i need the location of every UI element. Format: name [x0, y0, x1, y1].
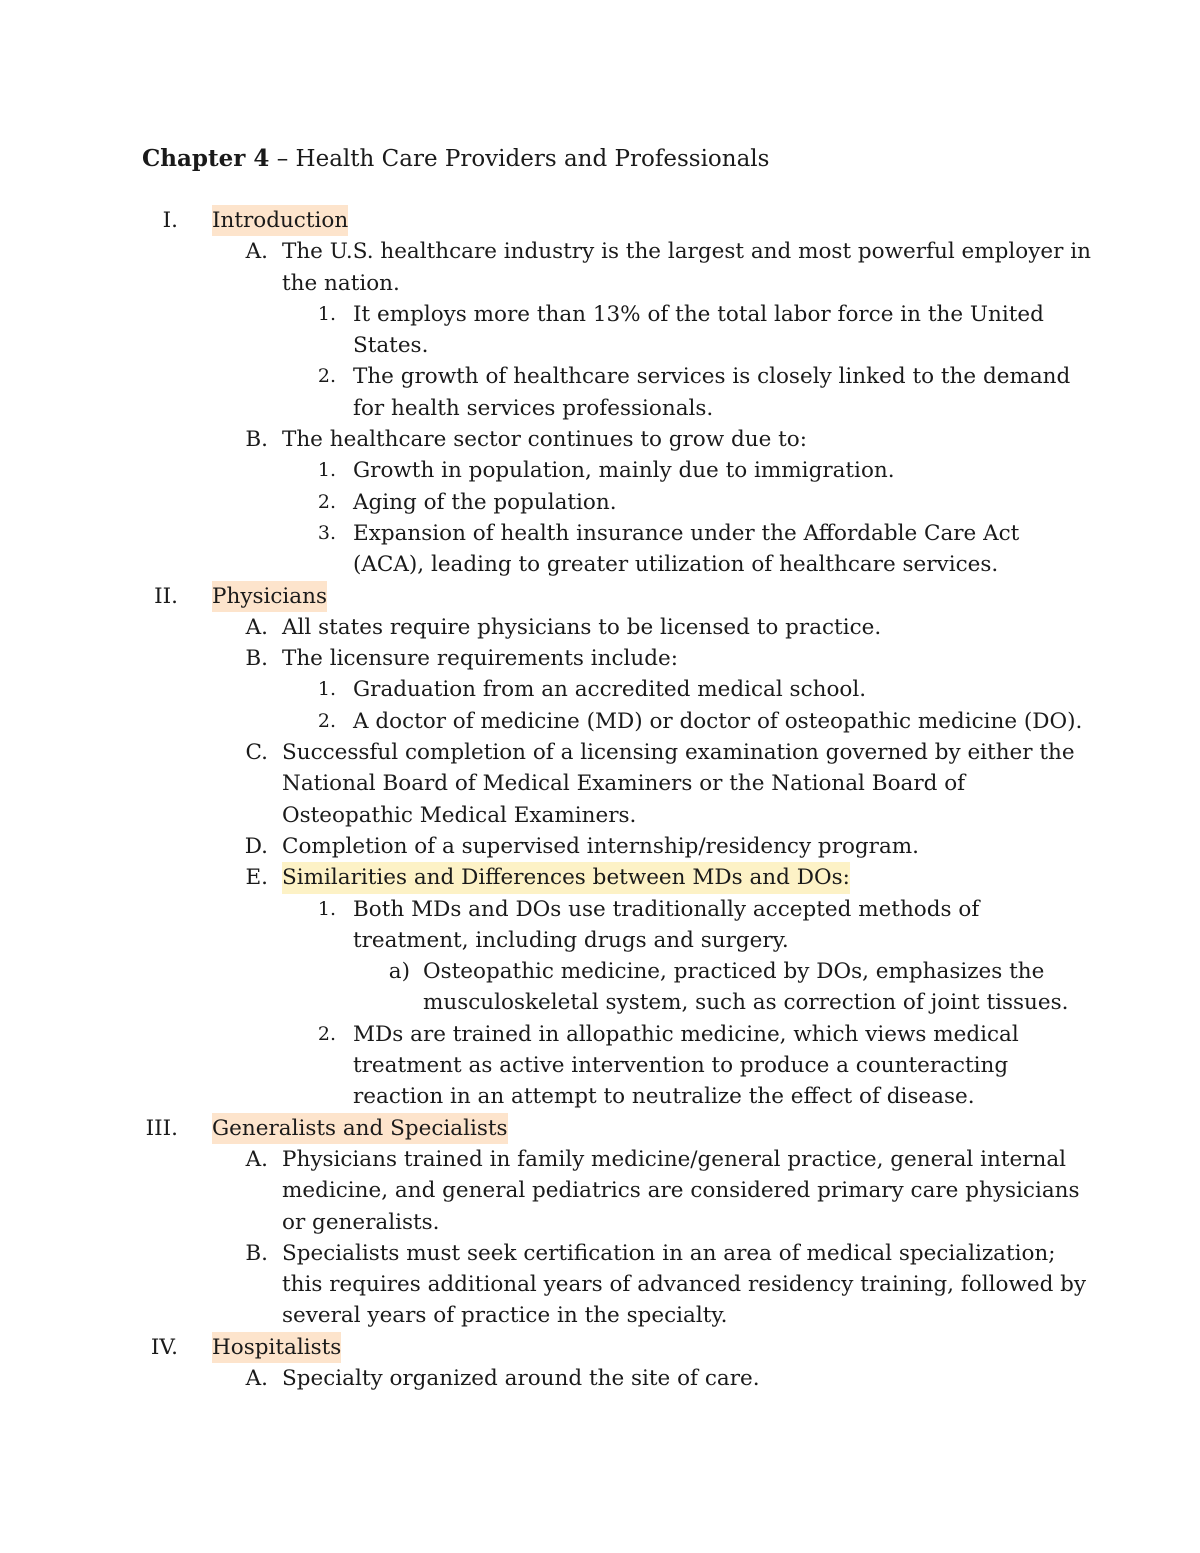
outline-line	[0, 455, 1200, 486]
outline-line	[0, 894, 1200, 925]
outline-marker: A.	[245, 1146, 268, 1172]
outline-marker: B.	[245, 646, 268, 672]
outline-marker: 1.	[317, 302, 336, 325]
outline-line	[0, 1144, 1200, 1175]
outline-marker: a)	[388, 959, 410, 985]
outline-marker: IV.	[150, 1334, 178, 1360]
outline-line	[0, 1300, 1200, 1331]
outline-line	[0, 831, 1200, 862]
outline-line	[0, 205, 1200, 236]
outline-marker: III.	[145, 1115, 178, 1141]
outline-marker: A.	[245, 1365, 268, 1391]
outline-line	[0, 330, 1200, 361]
outline-text: Graduation from an accredited medical school.	[353, 677, 867, 703]
outline-text: Growth in population, mainly due to immigration.	[353, 458, 895, 484]
outline-line	[0, 1113, 1200, 1144]
outline-line	[0, 1207, 1200, 1238]
outline-marker: I.	[162, 208, 178, 233]
outline-marker: B.	[245, 1240, 268, 1266]
outline-line	[0, 862, 1200, 893]
outline-text: Successful completion of a licensing examination governed by either the	[282, 740, 1075, 766]
outline-line	[0, 925, 1200, 956]
chapter-title	[142, 143, 769, 175]
outline-text: Similarities and Differences between MDs and DOs:	[282, 862, 850, 893]
outline-text: MDs are trained in allopathic medicine, which views medical	[353, 1021, 1019, 1047]
section-heading: Generalists and Specialists	[212, 1113, 508, 1144]
outline-line	[0, 236, 1200, 267]
outline-marker: C.	[245, 740, 268, 766]
outline-line	[0, 1175, 1200, 1206]
outline-line	[0, 1363, 1200, 1394]
outline-marker: 2.	[317, 365, 336, 388]
outline-text: or generalists.	[282, 1209, 440, 1235]
outline-text: musculoskeletal system, such as correction of joint tissues.	[423, 990, 1069, 1016]
outline-marker: 1.	[317, 459, 336, 482]
outline-text: All states require physicians to be licensed to practice.	[282, 614, 882, 640]
outline-line	[0, 518, 1200, 549]
outline-text: Both MDs and DOs use traditionally accepted methods of	[353, 896, 980, 922]
outline-text: Osteopathic medicine, practiced by DOs, emphasizes the	[423, 959, 1045, 985]
outline-text: States.	[353, 333, 429, 359]
outline-marker: B.	[245, 427, 268, 453]
outline-line	[0, 987, 1200, 1018]
outline-line	[0, 956, 1200, 987]
outline-text: treatment, including drugs and surgery.	[353, 927, 789, 953]
outline-marker: 2.	[317, 1022, 336, 1045]
outline-line	[0, 268, 1200, 299]
outline-line	[0, 674, 1200, 705]
outline-marker: D.	[244, 833, 268, 859]
chapter-subtitle: – Health Care Providers and Professionals	[269, 146, 770, 172]
outline-text: Physicians trained in family medicine/general practice, general internal	[282, 1146, 1067, 1172]
outline-line	[0, 1081, 1200, 1112]
section-heading: Hospitalists	[212, 1332, 341, 1363]
outline-line	[0, 424, 1200, 455]
chapter-number: Chapter 4	[142, 145, 270, 172]
outline-marker: A.	[245, 614, 268, 640]
outline-text: Specialty organized around the site of care.	[282, 1365, 760, 1391]
outline-text: reaction in an attempt to neutralize the effect of disease.	[353, 1084, 975, 1110]
outline-text: Osteopathic Medical Examiners.	[282, 802, 637, 828]
outline-text: The healthcare sector continues to grow due to:	[282, 427, 807, 453]
outline-line	[0, 393, 1200, 424]
outline-text: treatment as active intervention to produce a counteracting	[353, 1053, 1009, 1079]
outline-text: It employs more than 13% of the total labor force in the United	[353, 301, 1044, 327]
outline-line	[0, 768, 1200, 799]
outline-text: National Board of Medical Examiners or the National Board of	[282, 771, 966, 797]
outline-line	[0, 361, 1200, 392]
outline-line	[0, 1050, 1200, 1081]
outline-line	[0, 706, 1200, 737]
outline-line	[0, 549, 1200, 580]
outline-marker: A.	[245, 239, 268, 265]
outline-marker: 2.	[317, 709, 336, 732]
outline-text: for health services professionals.	[353, 395, 714, 421]
outline-line	[0, 487, 1200, 518]
outline-text: Specialists must seek certification in an area of medical specialization;	[282, 1240, 1056, 1266]
outline-text: several years of practice in the specialty.	[282, 1303, 728, 1329]
outline-line	[0, 612, 1200, 643]
outline-marker: E.	[245, 865, 268, 891]
outline-text: medicine, and general pediatrics are considered primary care physicians	[282, 1178, 1080, 1204]
outline-text: Completion of a supervised internship/residency program.	[282, 833, 920, 859]
outline-marker: 2.	[317, 490, 336, 513]
outline-marker: 1.	[317, 897, 336, 920]
outline-line	[0, 581, 1200, 612]
outline-text: this requires additional years of advanced residency training, followed by	[282, 1272, 1087, 1298]
outline-list	[0, 205, 1200, 1394]
outline-line	[0, 1019, 1200, 1050]
outline-line	[0, 643, 1200, 674]
outline-text: The growth of healthcare services is closely linked to the demand	[353, 364, 1071, 390]
outline-text: Aging of the population.	[353, 489, 617, 515]
outline-text: A doctor of medicine (MD) or doctor of osteopathic medicine (DO).	[353, 708, 1083, 734]
outline-line	[0, 299, 1200, 330]
outline-text: (ACA), leading to greater utilization of healthcare services.	[353, 552, 999, 578]
outline-text: The U.S. healthcare industry is the largest and most powerful employer in	[282, 239, 1091, 265]
outline-text: the nation.	[282, 270, 400, 296]
section-heading: Introduction	[212, 205, 348, 236]
outline-marker: 1.	[317, 678, 336, 701]
outline-line	[0, 1332, 1200, 1363]
outline-line	[0, 1238, 1200, 1269]
outline-text: Expansion of health insurance under the Affordable Care Act	[353, 520, 1020, 546]
outline-marker: II.	[154, 583, 178, 609]
outline-line	[0, 800, 1200, 831]
outline-marker: 3.	[317, 521, 336, 544]
outline-text: The licensure requirements include:	[282, 646, 678, 672]
outline-line	[0, 737, 1200, 768]
section-heading: Physicians	[212, 581, 327, 612]
outline-line	[0, 1269, 1200, 1300]
